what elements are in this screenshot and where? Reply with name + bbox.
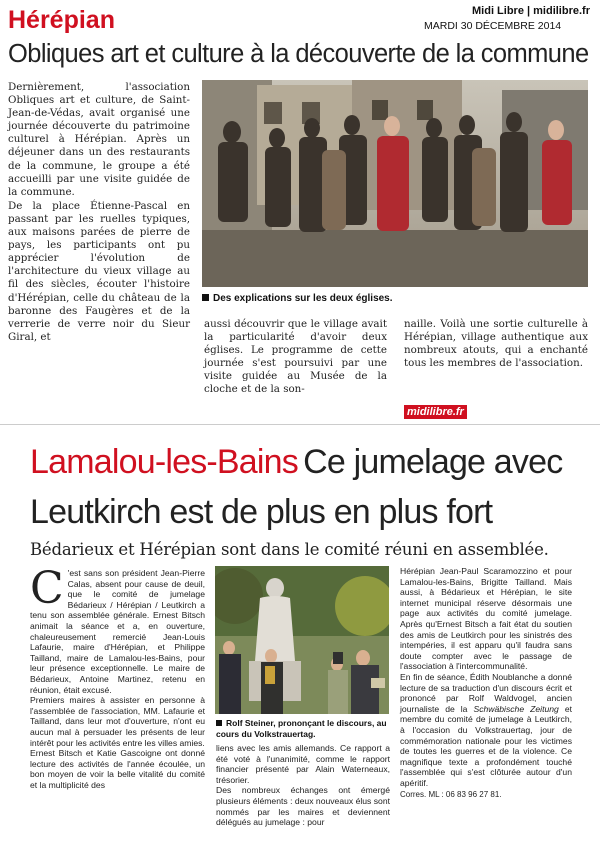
article1-paragraph: aussi découvrir que le village avait la particularité d'avoir deux églises. Le programme de cette journée s'est poursuivi par une visite guidée au Musée de la cloche et de la son-	[204, 318, 387, 396]
issue-date: MARDI 30 DÉCEMBRE 2014	[424, 20, 562, 32]
newspaper-name: Schwäbische Zeitung	[473, 703, 559, 714]
article1-paragraph: naille. Voilà une sortie culturelle à Hérépian, village authentique aux nombreux atouts, qui a enchanté tous les membres de l'association.	[404, 318, 588, 370]
article1-caption-text: Des explications sur les deux églises.	[213, 293, 393, 304]
article1-photo	[202, 80, 588, 287]
article2-column1	[30, 563, 205, 790]
headline-line2: Leutkirch est de plus en plus fort	[30, 493, 493, 531]
paper-masthead: Midi Libre | midilibre.fr	[472, 5, 590, 17]
article2-headline	[30, 440, 595, 540]
article2-paragraph: Des nombreux échanges ont émergé plusieurs éléments : deux nouveaux élus sont nommés par les maires et deviennent délégués au jumelage : pour	[216, 785, 390, 828]
section-title-herepian: Hérépian	[8, 6, 115, 34]
midilibre-logo: midilibre.fr	[404, 400, 467, 419]
dropcap: C	[30, 563, 64, 614]
article2-caption	[216, 718, 392, 740]
article1-caption	[202, 293, 393, 304]
article2-caption-text: Rolf Steiner, prononçant le discours, au cours du Volkstrauertag.	[216, 718, 387, 739]
article2-photo	[215, 566, 389, 714]
article1-paragraph: Dernièrement, l'association Obliques art et culture, de Saint-Jean-de-Védas, avait organisé une journée découverte du patrimoine culturel à Hérépian. Après un déjeuner dans un des restaurants de la commune, le groupe a été accueilli par une visite guidée de la commune.	[8, 81, 190, 198]
section-title-lamalou: Lamalou-les-Bains	[30, 443, 298, 481]
caption-bullet-icon	[216, 720, 222, 726]
article1-headline: Obliques art et culture à la découverte de la commune	[8, 40, 589, 68]
article2-column2	[216, 743, 390, 828]
article1-paragraph: De la place Étienne-Pascal en passant par les ruelles typiques, aux maisons parées de pierre de pays, les participants ont pu apprécier l'évolution de l'architecture du vieux village au fil des siècles, écouter l'histoire d'Hérépian, celle du château de la baronne des Faugères et de la verrerie de verre noir du Sieur Giral, et	[8, 199, 190, 343]
article2-paragraph: En fin de séance, Édith Noublanche a donné lecture de sa traduction d'un discours écrit et prononcé par Rolf Waldvogel, ancien journaliste de la Schwäbische Zeitung et membre du comité de jumelage à Leutkirch, à l'occasion du Volkstrauertag, jour de commémoration nationale pour les victimes de toutes les guerres et de la violence. Ce magnifique texte a profondément touché l'assemblée qui s'est clôturée autour d'un apéritif.	[400, 671, 572, 788]
headline-part1: Ce jumelage avec	[303, 443, 563, 481]
correspondent-contact: Corres. ML : 06 83 96 27 81.	[400, 790, 502, 800]
article2-column3	[400, 566, 572, 801]
article2-paragraph: liens avec les amis allemands. Ce rapport a été voté à l'unanimité, comme le rapport financier présenté par Alain Waterneaux, trésorier.	[216, 743, 390, 785]
article1-column3	[404, 318, 588, 370]
article2-paragraph: 'est sans son président Jean-Pierre Calas, absent pour cause de deuil, que le comité de jumelage Bédarieux / Hérépian / Leutkirch a tenu son assemblée générale. Ernest Bitsch animait la séance et a, en ouverture, chaleureusement remercié Jean-Louis Lafaurie, maire d'Hérépian, et Philippe Tailland, maire de Lamalou-les-Bains, pour leur présence exceptionnelle. Le maire de Bédarieux, Antoine Martinez, retenu en réunion, était excusé.	[30, 568, 205, 695]
article2-paragraph: Premiers maires à assister en personne à l'assemblée de l'association, MM. Lafaurie et Tailland, dans leur mot d'ouverture, n'ont eu aucun mal à persuader les présents de leur intérêt pour les activités entre les villes amies.	[30, 695, 205, 748]
article2-deck: Bédarieux et Hérépian sont dans le comité réuni en assemblée.	[30, 540, 549, 559]
caption-bullet-icon	[202, 294, 209, 301]
article1-column2	[204, 318, 387, 397]
article1-column1	[8, 81, 190, 344]
article2-paragraph: Hérépian Jean-Paul Scaramozzino et pour Lamalou-les-Bains, Brigitte Tailland. Mais aussi, à Bédarieux et Hérépian, le site internet municipal réserve désormais une page aux activités du comité jumelage. Après qu'Ernest Bitsch a fait état du soutien des amis de Leutkirch pour les sinistrés des intempéries, il est apparu qu'il faudra sans doute compter avec le passage de l'association à l'intercommunalité.	[400, 566, 572, 672]
section-divider	[0, 424, 600, 425]
article2-paragraph: Ernest Bitsch et Katie Gascoigne ont donné lecture des activités de l'année écoulée, un bon moyen de voir la belle vitalité du comité et la multiplicité des	[30, 748, 205, 790]
